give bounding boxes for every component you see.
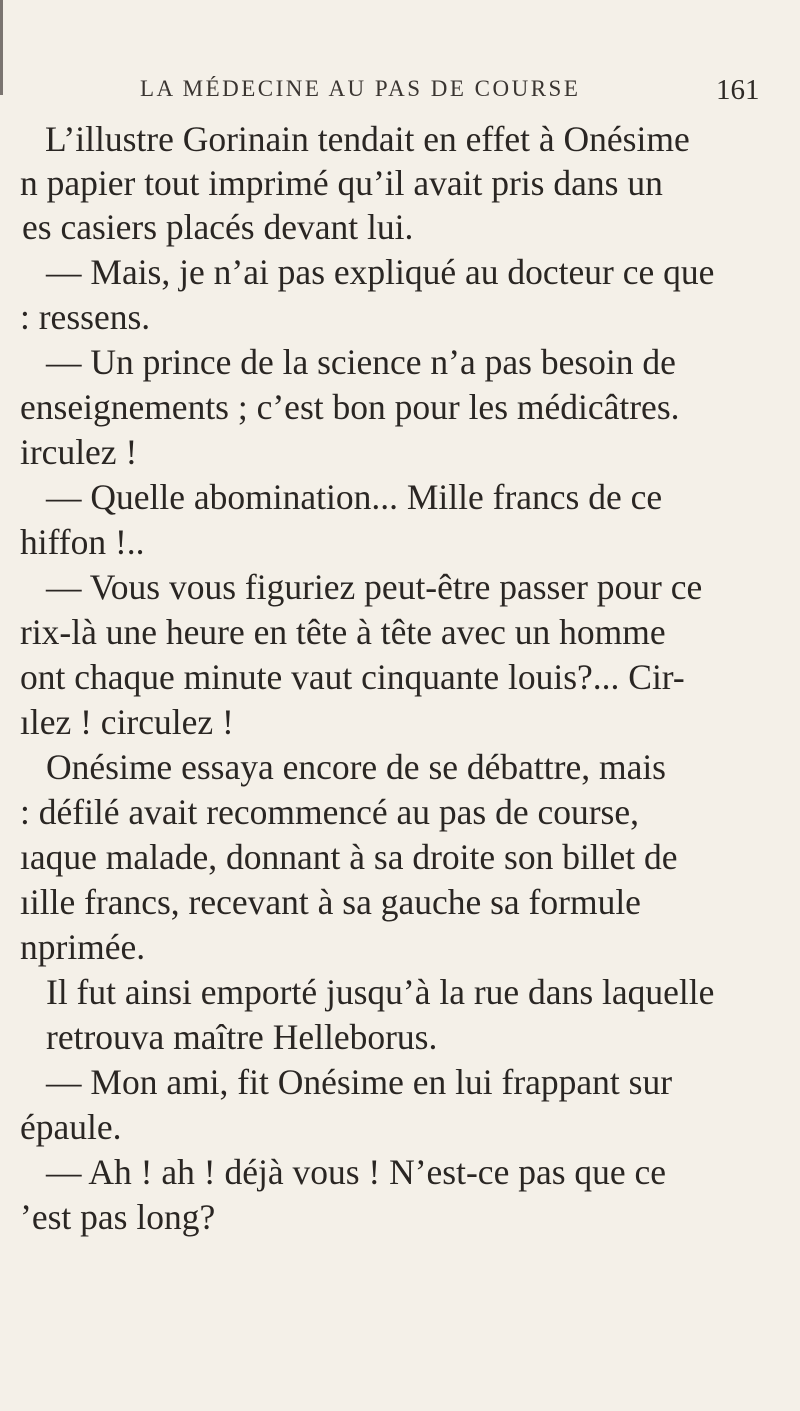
text-line: ılez ! circulez ! [20, 702, 234, 742]
text-line: n papier tout imprimé qu’il avait pris dans un [20, 163, 663, 203]
text-line: — Un prince de la science n’a pas besoin de [46, 342, 676, 382]
page-header [0, 54, 800, 114]
text-line: — Mon ami, fit Onésime en lui frappant sur [46, 1062, 673, 1102]
text-line: ont chaque minute vaut cinquante louis?... Cir- [20, 657, 685, 697]
text-line: ıille francs, recevant à sa gauche sa formule [20, 882, 641, 922]
text-line: ’est pas long? [20, 1197, 216, 1237]
text-line: rix-là une heure en tête à tête avec un homme [20, 612, 666, 652]
text-line: — Ah ! ah ! déjà vous ! N’est-ce pas que ce [46, 1152, 667, 1192]
text-line: retrouva maître Helleborus. [46, 1017, 438, 1057]
running-title: LA MÉDECINE AU PAS DE COURSE [140, 76, 581, 101]
text-line: ıaque malade, donnant à sa droite son billet de [20, 837, 678, 877]
text-line: es casiers placés devant lui. [22, 207, 414, 247]
text-line: — Quelle abomination... Mille francs de ce [46, 477, 663, 517]
page-number: 161 [716, 74, 760, 106]
text-line: épaule. [20, 1107, 122, 1147]
text-line: : défilé avait recommencé au pas de course, [20, 792, 639, 832]
text-line: nprimée. [20, 927, 146, 967]
text-line: hiffon !.. [20, 522, 145, 562]
text-line: — Mais, je n’ai pas expliqué au docteur ce que [46, 252, 715, 292]
text-line: : ressens. [20, 297, 151, 337]
text-line: L’illustre Gorinain tendait en effet à Onésime [45, 119, 690, 159]
text-line: — Vous vous figuriez peut-être passer pour ce [46, 567, 703, 607]
text-line: Il fut ainsi emporté jusqu’à la rue dans laquelle [46, 972, 715, 1012]
text-line: enseignements ; c’est bon pour les médicâtres. [20, 387, 680, 427]
text-line: irculez ! [20, 432, 138, 472]
text-line: Onésime essaya encore de se débattre, mais [46, 747, 667, 787]
